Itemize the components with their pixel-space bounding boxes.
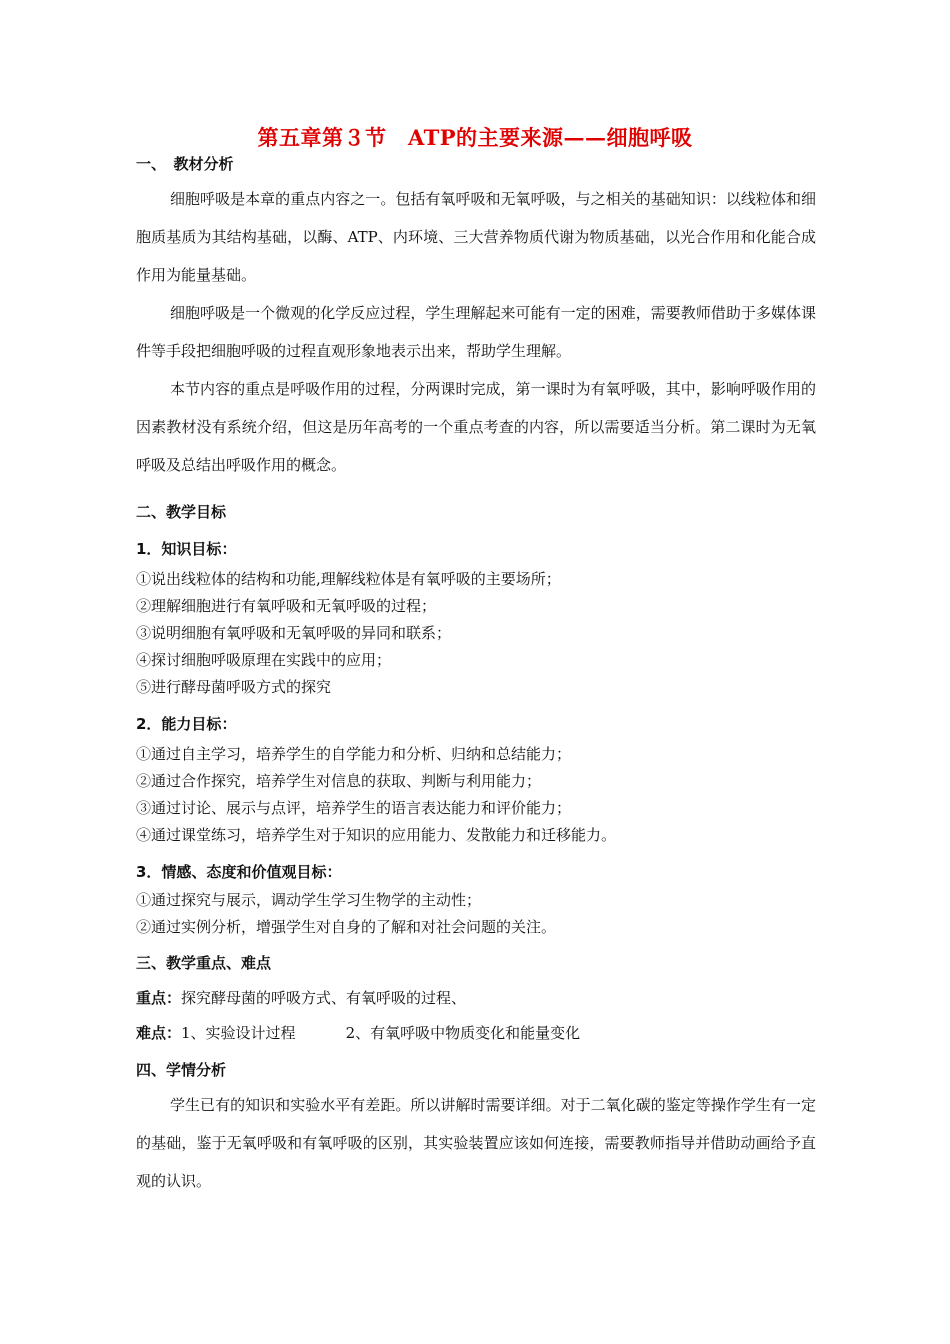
subheading-emotion-goals: 3．情感、态度和价值观目标： — [136, 863, 342, 881]
learner-analysis-body — [136, 1086, 816, 1200]
list-item: ④通过课堂练习，培养学生对于知识的应用能力、发散能力和迁移能力。 — [136, 826, 617, 844]
document-title: 第五章第３节 ATP的主要来源——细胞呼吸 — [257, 125, 693, 150]
paragraph: 本节内容的重点是呼吸作用的过程，分两课时完成，第一课时为有氧呼吸，其中，影响呼吸作用的因素教材没有系统介绍，但这是历年高考的一个重点考查的内容，所以需要适当分析。第二课时为无氧呼吸及总结出呼吸作用的概念。 — [136, 380, 816, 474]
difficult-point-line — [136, 1022, 816, 1043]
difficult-point-label: 难点： — [136, 1024, 182, 1042]
key-point-label: 重点： — [136, 989, 182, 1007]
textbook-analysis-body — [136, 180, 816, 484]
list-item: ③说明细胞有氧呼吸和无氧呼吸的异同和联系； — [136, 624, 452, 642]
difficult-point-2: 2、有氧呼吸中物质变化和能量变化 — [345, 1024, 581, 1042]
knowledge-goals-list — [136, 566, 816, 701]
paragraph: 学生已有的知识和实验水平有差距。所以讲解时需要详细。对于二氧化碳的鉴定等操作学生有一定的基础，鉴于无氧呼吸和有氧呼吸的区别，其实验装置应该如何连接，需要教师指导并借助动画给予直观的认识。 — [136, 1096, 816, 1190]
key-point-text: 探究酵母菌的呼吸方式、有氧呼吸的过程、 — [181, 989, 467, 1007]
paragraph: 细胞呼吸是一个微观的化学反应过程，学生理解起来可能有一定的困难，需要教师借助于多媒体课件等手段把细胞呼吸的过程直观形象地表示出来，帮助学生理解。 — [136, 304, 816, 360]
ability-goals-list — [136, 741, 816, 849]
difficult-point-1: 1、实验设计过程 — [181, 1024, 296, 1042]
key-point-line — [136, 987, 816, 1008]
subheading-knowledge-goals: 1．知识目标： — [136, 540, 237, 558]
list-item: ②通过实例分析，增强学生对自身的了解和对社会问题的关注。 — [136, 918, 557, 936]
list-item: ②理解细胞进行有氧呼吸和无氧呼吸的过程； — [136, 597, 437, 615]
emotion-goals-list — [136, 887, 816, 941]
section-heading-textbook-analysis: 一、 教材分析 — [136, 155, 234, 173]
list-item: ①通过探究与展示，调动学生学习生物学的主动性； — [136, 891, 482, 909]
list-item: ③通过讨论、展示与点评，培养学生的语言表达能力和评价能力； — [136, 799, 572, 817]
list-item: ①通过自主学习，培养学生的自学能力和分析、归纳和总结能力； — [136, 745, 572, 763]
list-item: ②通过合作探究，培养学生对信息的获取、判断与利用能力； — [136, 772, 542, 790]
paragraph: 细胞呼吸是本章的重点内容之一。包括有氧呼吸和无氧呼吸，与之相关的基础知识：以线粒体和细胞质基质为其结构基础，以酶、ATP、内环境、三大营养物质代谢为物质基础，以光合作用和化能合成作用为能量基础。 — [136, 190, 816, 284]
list-item: ①说出线粒体的结构和功能,理解线粒体是有氧呼吸的主要场所； — [136, 570, 561, 588]
list-item: ⑤进行酵母菌呼吸方式的探究 — [136, 678, 332, 696]
section-heading-key-points: 三、教学重点、难点 — [136, 954, 272, 972]
section-heading-teaching-goals: 二、教学目标 — [136, 503, 227, 521]
subheading-ability-goals: 2．能力目标： — [136, 715, 237, 733]
section-heading-learner-analysis: 四、学情分析 — [136, 1061, 227, 1079]
list-item: ④探讨细胞呼吸原理在实践中的应用； — [136, 651, 392, 669]
